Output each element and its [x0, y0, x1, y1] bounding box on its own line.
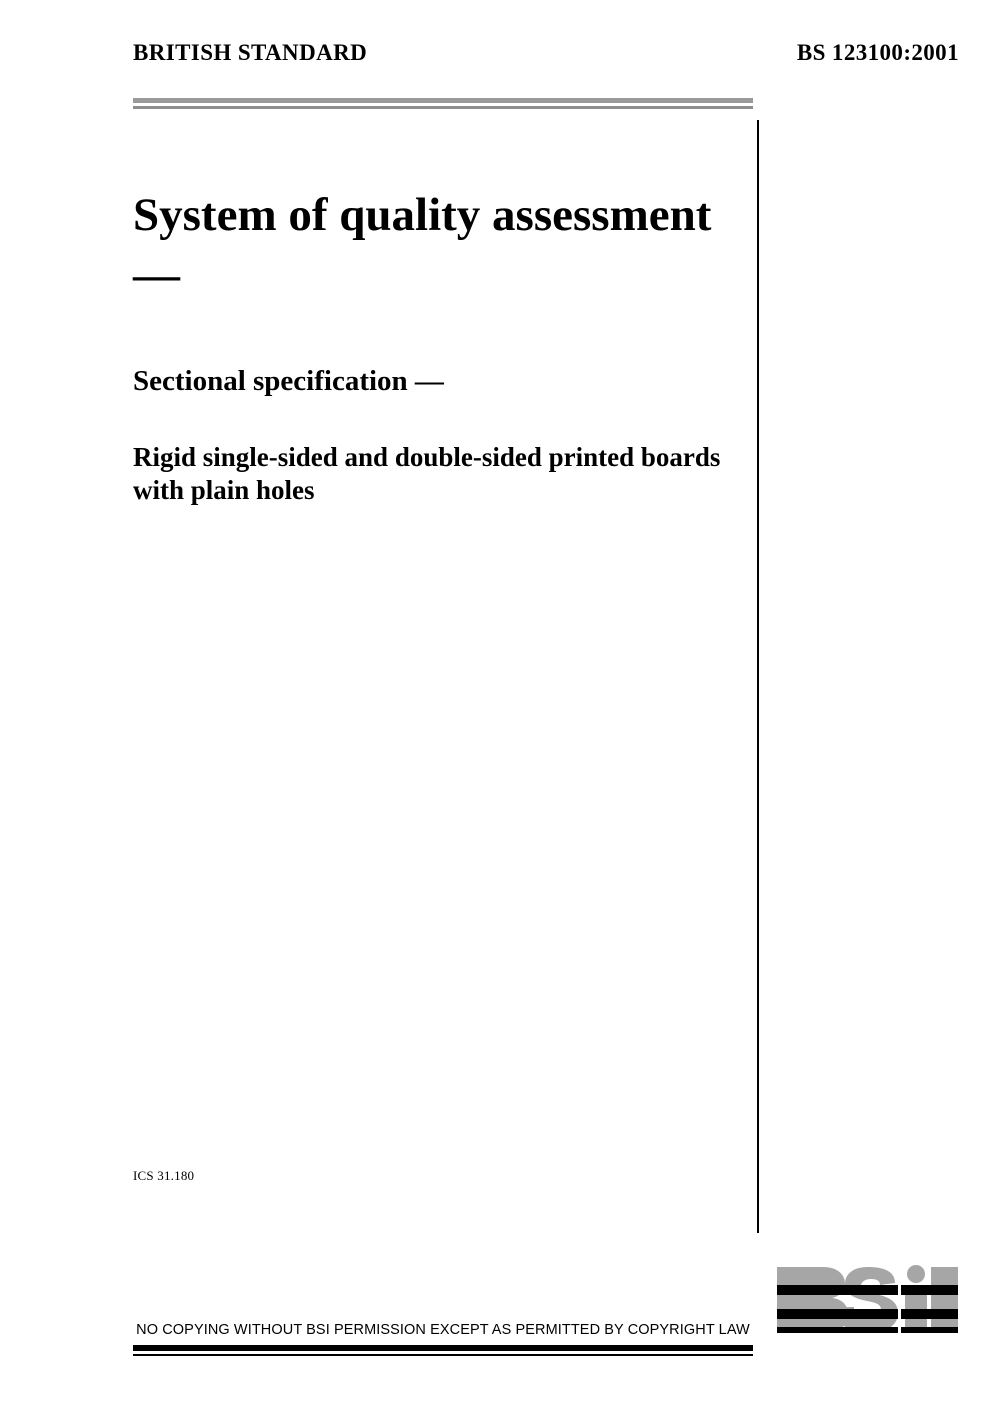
brand-label: BRITISH STANDARD	[133, 40, 368, 65]
page-title: System of quality assessment —	[133, 189, 712, 302]
page-subtitle: Sectional specification —	[133, 365, 444, 398]
vertical-divider	[757, 120, 759, 1233]
standard-number: BS 123100:2001	[796, 40, 959, 65]
bsi-logo-icon	[775, 1265, 960, 1347]
header-rule-thin	[133, 106, 753, 109]
page-subtitle-secondary: Rigid single-sided and double-sided printed boards with plain holes	[133, 442, 721, 506]
bsi-logo	[775, 1265, 960, 1347]
title-block	[133, 185, 733, 508]
footer-rule-thin	[133, 1354, 753, 1356]
copyright-notice: NO COPYING WITHOUT BSI PERMISSION EXCEPT AS PERMITTED BY COPYRIGHT LAW	[136, 1322, 750, 1338]
ics-code: ICS 31.180	[133, 1168, 195, 1183]
header-divider-rule	[133, 98, 753, 109]
footer-divider-rule	[133, 1345, 753, 1356]
page-header	[133, 40, 959, 66]
